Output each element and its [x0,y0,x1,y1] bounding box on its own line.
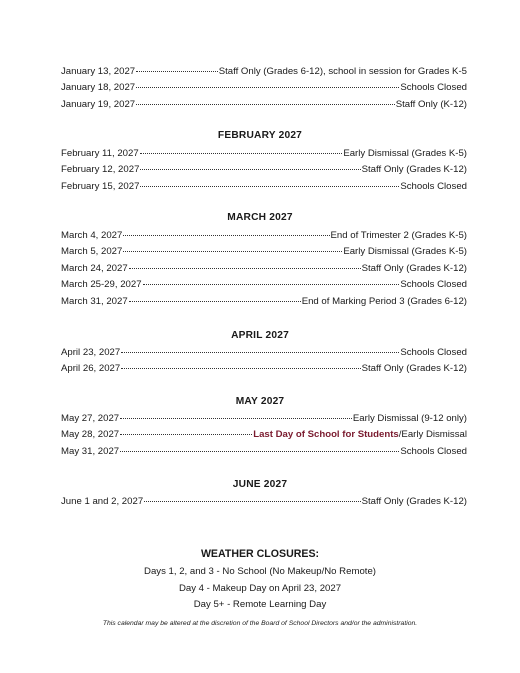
row-description: Early Dismissal (9-12 only) [352,413,467,424]
row-description: Early Dismissal (Grades K-5) [343,148,467,159]
calendar-row [61,361,467,377]
calendar-row [61,411,467,427]
dot-leader [140,152,343,154]
row-date: June 1 and 2, 2027 [61,496,144,507]
calendar-row [61,427,467,443]
row-description: Staff Only (Grades K-12) [361,496,467,507]
calendar-row [61,345,467,361]
dot-leader [123,250,342,252]
row-date: April 23, 2027 [61,347,121,358]
april-section [61,345,467,378]
calendar-row [61,294,467,310]
dot-leader [120,417,352,419]
dot-leader [143,283,400,285]
row-description-suffix: /Early Dismissal [398,429,467,441]
row-description: Staff Only (Grades K-12) [361,164,467,176]
weather-closure-line: Day 5+ - Remote Learning Day [193,599,327,610]
row-description: End of Marking Period 3 (Grades 6-12) [301,295,467,307]
dot-leader [140,185,399,187]
dot-leader [136,86,399,88]
row-description: Schools Closed [400,180,467,192]
calendar-row [61,97,467,113]
dot-leader [136,103,395,105]
calendar-row [61,277,467,293]
row-description: Staff Only (Grades K-12) [361,363,467,375]
dot-leader [129,267,361,269]
dot-leader [120,433,252,435]
weather-closure-line: Days 1, 2, and 3 - No School (No Makeup/No Remote) [144,566,376,577]
dot-leader [136,70,218,72]
calendar-row [61,162,467,178]
calendar-row [61,228,467,244]
row-date: March 5, 2027 [61,246,123,258]
row-date: March 31, 2027 [61,295,128,307]
march-section [61,228,467,310]
row-date: March 24, 2027 [61,262,128,274]
calendar-row [61,179,467,195]
row-date: April 26, 2027 [61,363,121,375]
weather-closure-line: Day 4 - Makeup Day on April 23, 2027 [178,583,342,594]
month-heading-june: JUNE 2027 [232,479,288,490]
dot-leader [121,351,399,353]
calendar-row [61,444,467,460]
row-description: Schools Closed [400,82,467,94]
row-date: January 18, 2027 [61,82,136,94]
row-date: May 27, 2027 [61,413,120,424]
calendar-row [61,261,467,277]
row-description: Schools Closed [400,347,467,358]
row-date: January 13, 2027 [61,66,136,77]
may-section [61,411,467,460]
row-description: End of Trimester 2 (Grades K-5) [330,230,467,241]
month-heading-march: MARCH 2027 [227,212,293,223]
row-date: May 31, 2027 [61,445,120,457]
calendar-row [61,494,467,510]
calendar-row [61,64,467,80]
weather-closures-title: WEATHER CLOSURES: [200,548,320,560]
month-heading-february: FEBRUARY 2027 [217,130,303,141]
row-date: February 12, 2027 [61,164,140,176]
row-date: March 25-29, 2027 [61,279,142,291]
row-description: Staff Only (K-12) [395,98,467,110]
calendar-row [61,146,467,162]
dot-leader [123,234,329,236]
dot-leader [120,450,399,452]
row-date: March 4, 2027 [61,230,123,241]
january-section [61,64,467,113]
dot-leader [144,500,360,502]
row-date: January 19, 2027 [61,98,136,110]
last-day-highlight: Last Day of School for Students [253,429,399,441]
dot-leader [129,300,301,302]
row-description: Schools Closed [400,279,467,291]
row-description: Early Dismissal (Grades K-5) [343,246,467,258]
calendar-row [61,80,467,96]
row-date: May 28, 2027 [61,429,120,441]
dot-leader [140,168,360,170]
dot-leader [121,367,360,369]
february-section [61,146,467,195]
month-heading-april: APRIL 2027 [231,330,289,341]
june-section [61,494,467,510]
row-description: Staff Only (Grades K-12) [361,262,467,274]
disclaimer-footnote: This calendar may be altered at the discretion of the Board of School Directors and/or the administration. [102,620,418,627]
row-date: February 11, 2027 [61,148,139,159]
row-description [253,427,467,443]
calendar-row [61,244,467,260]
row-description: Staff Only (Grades 6-12), school in session for Grades K-5 [218,66,467,77]
row-description: Schools Closed [400,445,467,457]
month-heading-may: MAY 2027 [235,396,285,407]
row-date: February 15, 2027 [61,180,140,192]
